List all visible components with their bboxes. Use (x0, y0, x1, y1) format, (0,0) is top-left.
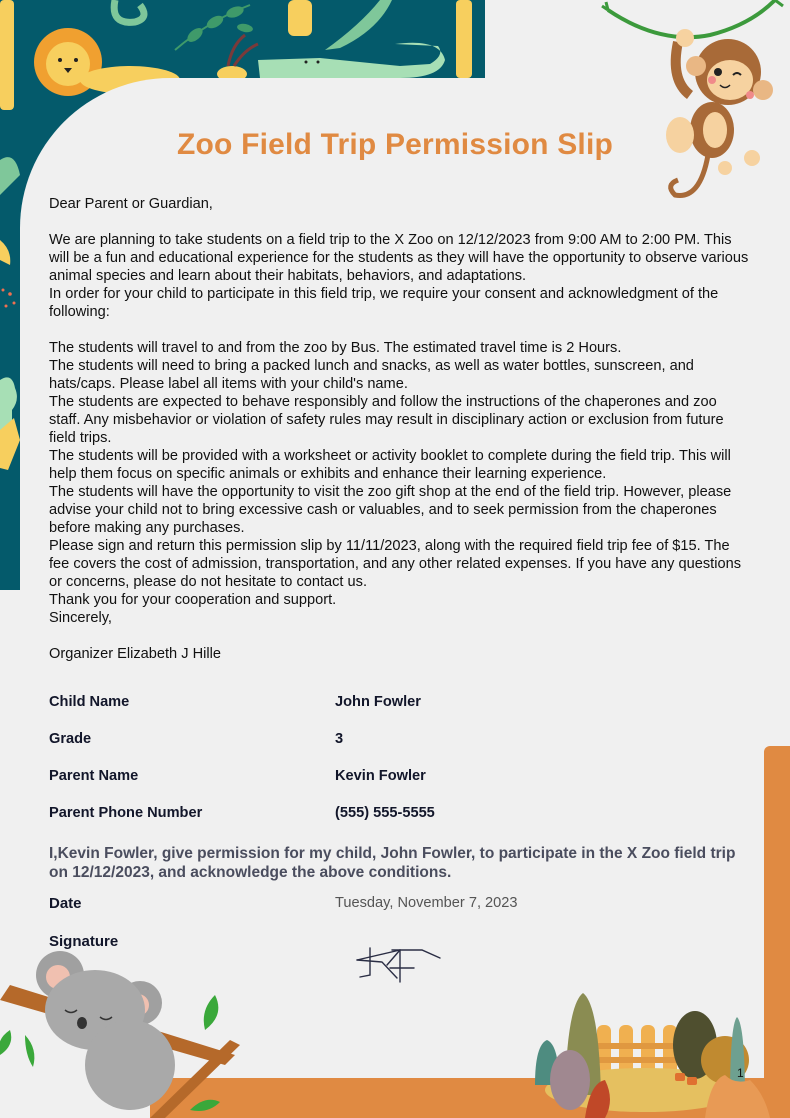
condition-item: Please sign and return this permission slip by 11/11/2023, along with the required field trip fee of $15. The fee covers the cost of admission, transportation, and any other related expenses. If you have any questions or concerns, please do not hesitate to contact us. (49, 538, 741, 590)
field-label: Parent Name (49, 768, 139, 784)
condition-item: The students will need to bring a packed lunch and snacks, as well as water bottles, sunscreen, and hats/caps. Please label all items with your child's name. (49, 358, 694, 392)
signature-image (352, 940, 452, 990)
condition-item: The students will be provided with a worksheet or activity booklet to complete during the field trip. This will help them focus on specific animals or exhibits and enhance their learning experience. (49, 448, 731, 482)
condition-item: The students will travel to and from the zoo by Bus. The estimated travel time is 2 Hours. (49, 340, 622, 356)
intro-paragraph: We are planning to take students on a field trip to the X Zoo on 12/12/2023 from 9:00 AM to 2:00 PM. This will be a fun and educational experience for the students as they will have the opportunity to observe various animal species and learn about their habitats, behaviors, and adaptations. (49, 232, 749, 284)
field-row-child-name (49, 694, 699, 731)
snake-icon (114, 0, 144, 22)
field-value: John Fowler (335, 694, 421, 710)
date-label: Date (49, 895, 82, 912)
dots-decoration (2, 289, 16, 308)
garden-illustration (525, 985, 790, 1118)
field-value: (555) 555-5555 (335, 805, 435, 821)
greeting: Dear Parent or Guardian, (49, 196, 213, 212)
date-row (49, 895, 518, 912)
bird-icon (325, 0, 392, 50)
field-row-parent-phone (49, 805, 699, 842)
field-row-parent-name (49, 768, 699, 805)
page-title: Zoo Field Trip Permission Slip (176, 128, 614, 161)
koala-icon (0, 945, 250, 1118)
leaf-branch-icon (175, 4, 254, 50)
signature-label: Signature (49, 933, 119, 950)
field-value: Kevin Fowler (335, 768, 426, 784)
form-fields (49, 694, 699, 842)
condition-item: The students will have the opportunity to visit the zoo gift shop at the end of the field trip. However, please advise your child not to bring excessive cash or valuables, and to seek permission from the chaperones before making any purchases. (49, 484, 732, 536)
striped-pole-left (0, 0, 14, 110)
date-value: Tuesday, November 7, 2023 (335, 895, 518, 911)
monkey-icon (600, 0, 790, 210)
field-row-grade (49, 731, 699, 768)
consent-statement: I,Kevin Fowler, give permission for my child, John Fowler, to participate in the X Zoo field trip on 12/12/2023, and acknowledge the above conditions. (49, 845, 736, 881)
crocodile-icon (258, 43, 445, 78)
thanks-line: Thank you for your cooperation and support. (49, 592, 337, 608)
tree-trunk-icon (288, 0, 312, 36)
organizer-name: Organizer Elizabeth J Hille (49, 646, 221, 662)
rock-icon (550, 1050, 590, 1110)
condition-item: The students are expected to behave responsibly and follow the instructions of the chaperones and zoo staff. Any misbehavior or violation of safety rules may result in disciplinary action or exclusion from future field trips. (49, 394, 724, 446)
field-label: Grade (49, 731, 92, 747)
field-label: Parent Phone Number (49, 805, 203, 821)
letter-body (49, 195, 749, 663)
antelope-icon (217, 35, 258, 82)
closing-line: Sincerely, (49, 610, 112, 626)
leaf-icon (0, 240, 10, 265)
intro-paragraph: In order for your child to participate in this field trip, we require your consent and acknowledgment of the following: (49, 286, 719, 320)
field-label: Child Name (49, 694, 130, 710)
page-number: 1 (737, 1066, 744, 1080)
field-value: 3 (335, 731, 344, 747)
leaf-icon (0, 157, 20, 195)
striped-pole-right (456, 0, 472, 78)
